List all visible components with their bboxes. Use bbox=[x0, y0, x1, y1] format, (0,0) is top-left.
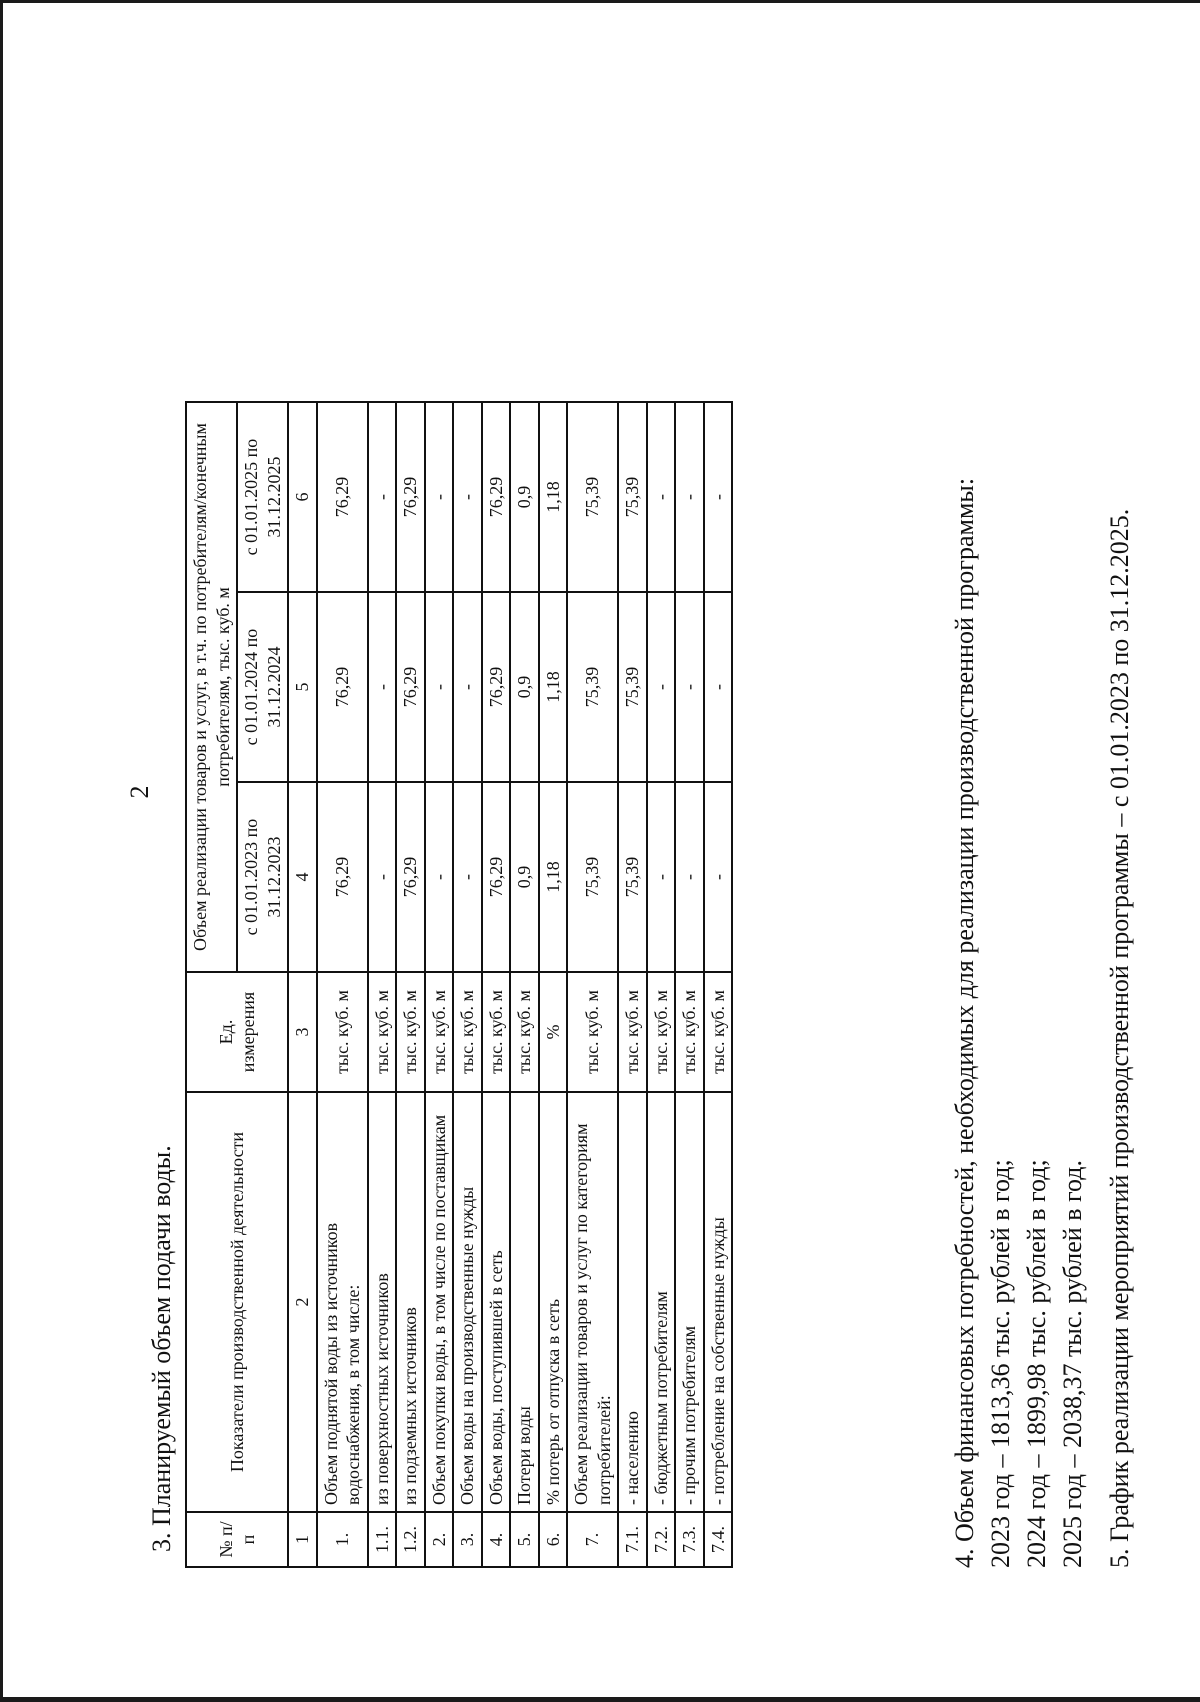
row-unit: % bbox=[539, 972, 568, 1092]
row-value-2024: - bbox=[425, 592, 454, 782]
row-name: - прочим потребителям bbox=[675, 1092, 704, 1512]
row-value-2025: - bbox=[425, 402, 454, 592]
row-unit: тыс. куб. м bbox=[453, 972, 482, 1092]
row-value-2023: 75,39 bbox=[618, 782, 647, 972]
row-value-2023: 0,9 bbox=[510, 782, 539, 972]
index-cell: 3 bbox=[288, 972, 317, 1092]
header-unit: Ед. измерения bbox=[186, 972, 288, 1092]
row-name: из подземных источников bbox=[396, 1092, 425, 1512]
header-period-2023: с 01.01.2023 по 31.12.2023 bbox=[237, 782, 288, 972]
row-num: 7.4. bbox=[704, 1512, 733, 1567]
section-5-schedule: 5. График реализации мероприятий производственной программы – с 01.01.2023 по 31.12.2025. bbox=[1105, 508, 1134, 1568]
index-cell: 1 bbox=[288, 1512, 317, 1567]
row-unit: тыс. куб. м bbox=[368, 972, 397, 1092]
table-row bbox=[425, 402, 454, 1567]
table-row bbox=[396, 402, 425, 1567]
row-name: % потерь от отпуска в сеть bbox=[539, 1092, 568, 1512]
row-value-2025: - bbox=[453, 402, 482, 592]
row-num: 1. bbox=[317, 1512, 368, 1567]
row-unit: тыс. куб. м bbox=[425, 972, 454, 1092]
row-value-2023: - bbox=[368, 782, 397, 972]
row-name: из поверхностных источников bbox=[368, 1092, 397, 1512]
header-period-2025: с 01.01.2025 по 31.12.2025 bbox=[237, 402, 288, 592]
row-value-2024: 76,29 bbox=[317, 592, 368, 782]
column-index-row bbox=[288, 402, 317, 1567]
document-page bbox=[125, 42, 1175, 1602]
row-value-2024: 76,29 bbox=[482, 592, 511, 782]
row-name: Объем воды на производственные нужды bbox=[453, 1092, 482, 1512]
row-num: 6. bbox=[539, 1512, 568, 1567]
row-unit: тыс. куб. м bbox=[704, 972, 733, 1092]
row-unit: тыс. куб. м bbox=[567, 972, 618, 1092]
scan-edge-top bbox=[0, 0, 1200, 3]
row-num: 7.3. bbox=[675, 1512, 704, 1567]
row-value-2025: 75,39 bbox=[567, 402, 618, 592]
index-cell: 5 bbox=[288, 592, 317, 782]
row-name: - населению bbox=[618, 1092, 647, 1512]
row-value-2025: 76,29 bbox=[396, 402, 425, 592]
scan-edge-bottom bbox=[0, 1697, 1200, 1702]
row-value-2023: - bbox=[425, 782, 454, 972]
row-value-2023: 76,29 bbox=[482, 782, 511, 972]
water-supply-table bbox=[185, 401, 733, 1568]
table-row bbox=[453, 402, 482, 1567]
row-unit: тыс. куб. м bbox=[647, 972, 676, 1092]
row-value-2023: 76,29 bbox=[317, 782, 368, 972]
row-unit: тыс. куб. м bbox=[317, 972, 368, 1092]
page-number: 2 bbox=[125, 785, 154, 799]
row-value-2024: - bbox=[647, 592, 676, 782]
row-value-2025: - bbox=[704, 402, 733, 592]
row-value-2024: 75,39 bbox=[618, 592, 647, 782]
table-row bbox=[317, 402, 368, 1567]
row-value-2023: 76,29 bbox=[396, 782, 425, 972]
row-value-2023: 75,39 bbox=[567, 782, 618, 972]
row-value-2025: - bbox=[368, 402, 397, 592]
row-num: 2. bbox=[425, 1512, 454, 1567]
header-indicator: Показатели производственной деятельности bbox=[186, 1092, 288, 1512]
section-3-title: 3. Планируемый объем подачи воды. bbox=[147, 1145, 176, 1552]
table-row bbox=[647, 402, 676, 1567]
row-unit: тыс. куб. м bbox=[482, 972, 511, 1092]
row-value-2025: - bbox=[647, 402, 676, 592]
row-value-2025: 75,39 bbox=[618, 402, 647, 592]
header-num: № п/п bbox=[186, 1512, 288, 1567]
row-num: 7. bbox=[567, 1512, 618, 1567]
index-cell: 6 bbox=[288, 402, 317, 592]
row-value-2024: 75,39 bbox=[567, 592, 618, 782]
table-row bbox=[510, 402, 539, 1567]
row-name: Объем воды, поступившей в сеть bbox=[482, 1092, 511, 1512]
row-value-2024: - bbox=[675, 592, 704, 782]
row-num: 7.2. bbox=[647, 1512, 676, 1567]
row-unit: тыс. куб. м bbox=[396, 972, 425, 1092]
row-name: Объем поднятой воды из источников водоснабжения, в том числе: bbox=[317, 1092, 368, 1512]
row-value-2025: - bbox=[675, 402, 704, 592]
row-value-2025: 0,9 bbox=[510, 402, 539, 592]
row-name: Объем реализации товаров и услуг по категориям потребителей: bbox=[567, 1092, 618, 1512]
header-period-2024: с 01.01.2024 по 31.12.2024 bbox=[237, 592, 288, 782]
row-value-2024: 76,29 bbox=[396, 592, 425, 782]
row-value-2024: - bbox=[453, 592, 482, 782]
row-value-2024: 0,9 bbox=[510, 592, 539, 782]
row-num: 1.2. bbox=[396, 1512, 425, 1567]
row-value-2024: - bbox=[368, 592, 397, 782]
row-value-2023: - bbox=[453, 782, 482, 972]
row-unit: тыс. куб. м bbox=[618, 972, 647, 1092]
section-4-financial-needs bbox=[947, 268, 1091, 1568]
table-row bbox=[539, 402, 568, 1567]
row-name: - бюджетным потребителям bbox=[647, 1092, 676, 1512]
row-value-2024: 1,18 bbox=[539, 592, 568, 782]
index-cell: 4 bbox=[288, 782, 317, 972]
row-value-2023: - bbox=[675, 782, 704, 972]
table-row bbox=[482, 402, 511, 1567]
row-num: 4. bbox=[482, 1512, 511, 1567]
financial-line-2025: 2025 год – 2038,37 тыс. рублей в год. bbox=[1058, 1160, 1087, 1568]
financial-line-2024: 2024 год – 1899,98 тыс. рублей в год; bbox=[1022, 1159, 1051, 1568]
scan-edge-left bbox=[0, 0, 3, 1702]
financial-line-2023: 2023 год – 1813,36 тыс. рублей в год; bbox=[986, 1159, 1015, 1568]
row-name: Потери воды bbox=[510, 1092, 539, 1512]
header-volume-group: Объем реализации товаров и услуг, в т.ч. по потребителям/конечным потребителям, тыс. куб. м bbox=[186, 402, 237, 972]
row-num: 3. bbox=[453, 1512, 482, 1567]
row-num: 5. bbox=[510, 1512, 539, 1567]
table-row bbox=[675, 402, 704, 1567]
row-num: 1.1. bbox=[368, 1512, 397, 1567]
row-value-2025: 76,29 bbox=[317, 402, 368, 592]
row-value-2025: 76,29 bbox=[482, 402, 511, 592]
row-value-2023: 1,18 bbox=[539, 782, 568, 972]
section-4-title: 4. Объем финансовых потребностей, необходимых для реализации производственной программы: bbox=[950, 477, 979, 1568]
table-row bbox=[618, 402, 647, 1567]
index-cell: 2 bbox=[288, 1092, 317, 1512]
row-unit: тыс. куб. м bbox=[675, 972, 704, 1092]
row-name: - потребление на собственные нужды bbox=[704, 1092, 733, 1512]
table-row bbox=[368, 402, 397, 1567]
row-unit: тыс. куб. м bbox=[510, 972, 539, 1092]
table-row bbox=[567, 402, 618, 1567]
row-value-2023: - bbox=[647, 782, 676, 972]
row-value-2023: - bbox=[704, 782, 733, 972]
table-row bbox=[704, 402, 733, 1567]
row-value-2024: - bbox=[704, 592, 733, 782]
row-num: 7.1. bbox=[618, 1512, 647, 1567]
row-value-2025: 1,18 bbox=[539, 402, 568, 592]
row-name: Объем покупки воды, в том числе по поставщикам bbox=[425, 1092, 454, 1512]
